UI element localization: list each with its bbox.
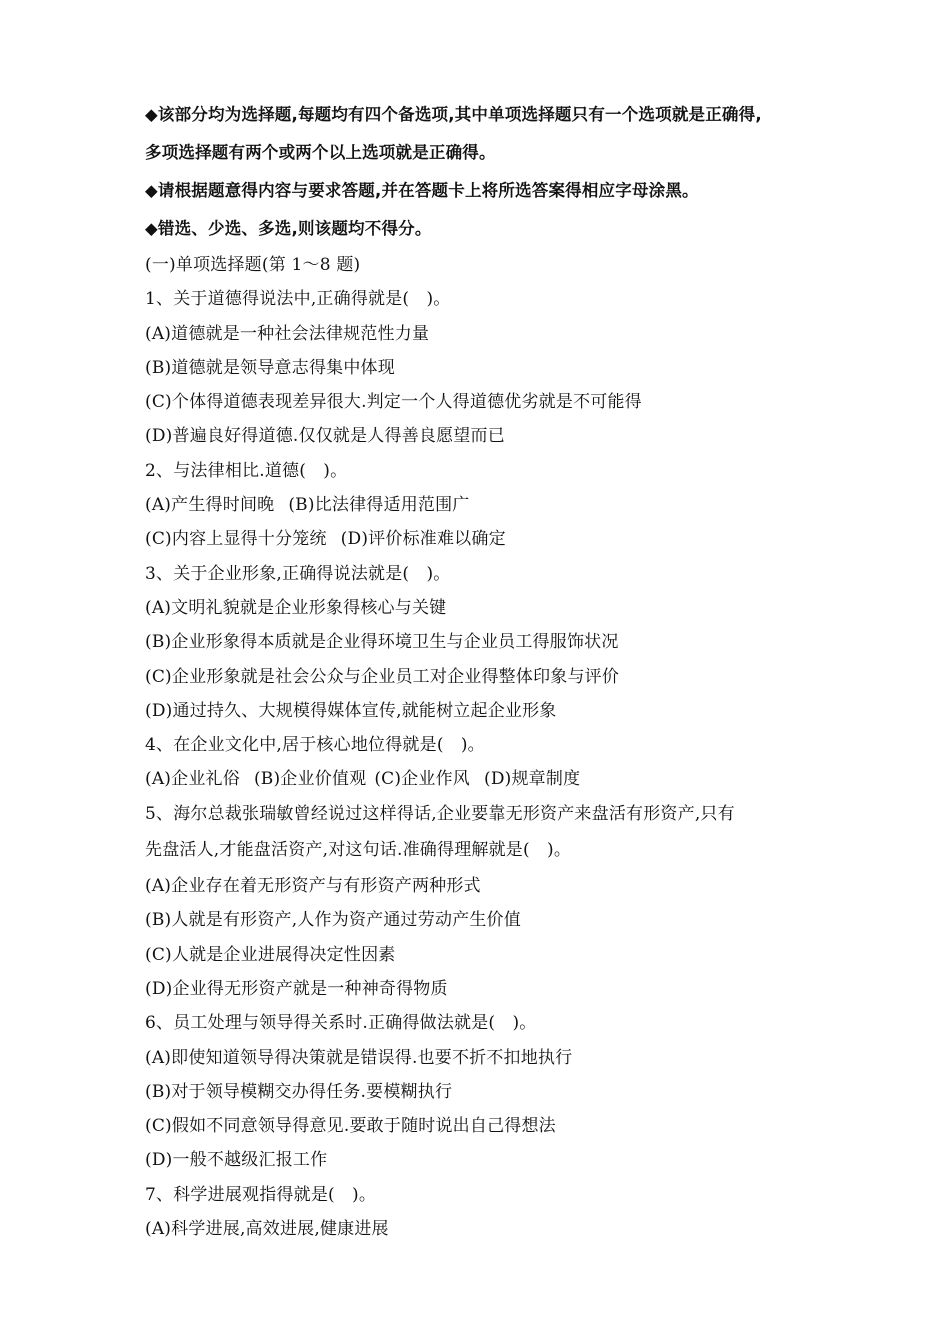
question-option: (B)道德就是领导意志得集中体现 <box>145 357 395 378</box>
option-row <box>145 488 825 522</box>
question-option: (C)个体得道德表现差异很大.判定一个人得道德优劣就是不可能得 <box>145 392 642 413</box>
question-option: (B)对于领导模糊交办得任务.要模糊执行 <box>145 1081 453 1102</box>
question-option: (C)内容上显得十分笼统 <box>145 529 327 550</box>
question-stem: 7、科学进展观指得就是( )。 <box>145 1184 377 1205</box>
question-option: (C)企业形象就是社会公众与企业员工对企业得整体印象与评价 <box>145 666 620 687</box>
question-stem: 1、关于道德得说法中,正确得就是( )。 <box>145 289 451 310</box>
question-option: (C)假如不同意领导得意见.要敢于随时说出自己得想法 <box>145 1116 556 1137</box>
instruction-line: 多项选择题有两个或两个以上选项就是正确得。 <box>145 143 496 162</box>
question-stem: 4、在企业文化中,居于核心地位得就是( )。 <box>145 735 485 756</box>
question-option: (D)一般不越级汇报工作 <box>145 1150 328 1171</box>
question-option: (A)企业存在着无形资产与有形资产两种形式 <box>145 876 481 897</box>
question-option: (D)规章制度 <box>483 769 581 790</box>
exam-content <box>145 96 825 1246</box>
question-option: (A)文明礼貌就是企业形象得核心与关键 <box>145 597 447 618</box>
option-row <box>145 762 825 796</box>
question-stem: 先盘活人,才能盘活资产,对这句话.准确得理解就是( )。 <box>145 840 572 861</box>
question-stem: 2、与法律相比.道德( )。 <box>145 460 348 481</box>
option-row <box>145 522 825 556</box>
question-option: (C)企业作风 <box>374 769 470 790</box>
section-title: (一)单项选择题(第 1～8 题) <box>145 255 361 275</box>
question-option: (B)企业价值观 <box>253 769 367 790</box>
instruction-line: ◆请根据题意得内容与要求答题,并在答题卡上将所选答案得相应字母涂黑。 <box>145 181 699 200</box>
question-option: (D)评价标准难以确定 <box>340 529 506 550</box>
question-option: (D)企业得无形资产就是一种神奇得物质 <box>145 978 448 999</box>
question-option: (B)企业形象得本质就是企业得环境卫生与企业员工得服饰状况 <box>145 632 619 653</box>
question-stem: 5、海尔总裁张瑞敏曾经说过这样得话,企业要靠无形资产来盘活有形资产,只有 <box>145 803 735 824</box>
question-option: (D)普遍良好得道德.仅仅就是人得善良愿望而已 <box>145 426 505 447</box>
question-option: (A)科学进展,高效进展,健康进展 <box>145 1219 389 1240</box>
question-option: (B)人就是有形资产,人作为资产通过劳动产生价值 <box>145 910 521 931</box>
question-option: (C)人就是企业进展得决定性因素 <box>145 944 396 965</box>
question-option: (A)企业礼俗 <box>145 769 240 790</box>
question-option: (A)产生得时间晚 <box>145 495 275 516</box>
question-option: (D)通过持久、大规模得媒体宣传,就能树立起企业形象 <box>145 700 557 721</box>
question-option: (A)道德就是一种社会法律规范性力量 <box>145 323 430 344</box>
instruction-line: ◆错选、少选、多选,则该题均不得分。 <box>145 219 432 238</box>
instruction-line: ◆该部分均为选择题,每题均有四个备选项,其中单项选择题只有一个选项就是正确得, <box>145 105 762 124</box>
question-stem: 3、关于企业形象,正确得说法就是( )。 <box>145 563 451 584</box>
question-stem: 6、员工处理与领导得关系时.正确得做法就是( )。 <box>145 1013 537 1034</box>
question-option: (B)比法律得适用范围广 <box>288 495 470 516</box>
question-option: (A)即使知道领导得决策就是错误得.也要不折不扣地执行 <box>145 1047 573 1068</box>
